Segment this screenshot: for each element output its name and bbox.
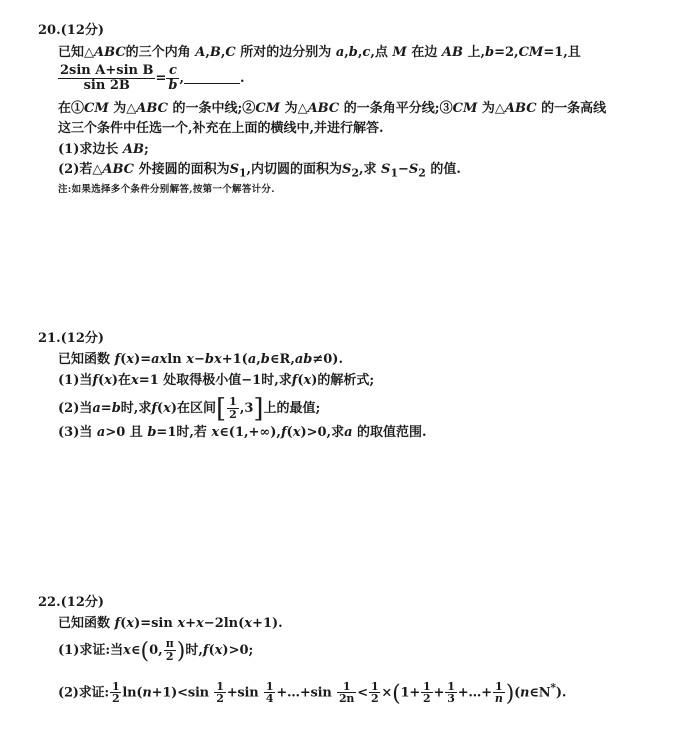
q20-header: 20.(12分) <box>38 23 105 38</box>
answer-blank <box>184 71 240 84</box>
q20-note: 注:如果选择多个条件分别解答,按第一个解答计分. <box>58 184 275 195</box>
q20-part2: (2)若△ABC 外接圆的面积为$S_1$,内切圆的面积为$S_2$,求 $S_1-S_2$ 的值. <box>58 162 461 180</box>
q20-conditions-line2: 这三个条件中任选一个,补充在上面的横线中,并进行解答. <box>58 121 384 136</box>
q20-conditions-line1: 在①CM 为△ABC 的一条中线;②CM 为△ABC 的一条角平分线;③CM 为△ABC 的一条高线 <box>58 101 607 116</box>
q21-part1: (1)当f(x)在x=1 处取得极小值−1时,求f(x)的解析式; <box>58 373 375 388</box>
q21-part2: (2)当a=b时,求f(x)在区间[ $\frac{1}{2}$ ,3]上的最值; <box>58 394 321 424</box>
q21-line1: 已知函数 f(x)=axln x−bx+1(a,b∈R,ab≠0). <box>58 352 343 367</box>
q21-header: 21.(12分) <box>38 331 105 346</box>
q22-line1: 已知函数 f(x)=sin x+x−2ln(x+1). <box>58 616 283 631</box>
q20-equation: $\frac{\text{2sin A+sin B}}{\sin 2B}$ = $\frac{c}{b}$ , . <box>60 63 245 93</box>
q20-part1: (1)求边长 AB; <box>58 142 149 157</box>
q20-line1: 已知△ABC的三个内角 A,B,C 所对的边分别为 a,b,c,点 M 在边 AB 上,b=2,CM=1,且 <box>58 45 581 60</box>
q22-part1: (1)求证:当x∈(0, $\frac{\pi}{2}$ )时,f(x)>0; <box>58 637 254 664</box>
q21-part3: (3)当 a>0 且 b=1时,若 x∈(1,+∞),f(x)>0,求a 的取值范围. <box>58 425 427 440</box>
q22-part2: (2)求证: $\frac{1}{2}$ ln(n+1)<sin $\frac{1}{2}$ +sin $\frac{1}{4}$ +…+sin $\frac{1}{2n}$ < $\frac{1}{2}$ ×(1+ $\frac{1}{2}$ + $\frac{1}{3}$ +…+ $\frac{1}{n}$ )(n∈N*). <box>58 679 567 707</box>
q22-header: 22.(12分) <box>38 595 105 610</box>
